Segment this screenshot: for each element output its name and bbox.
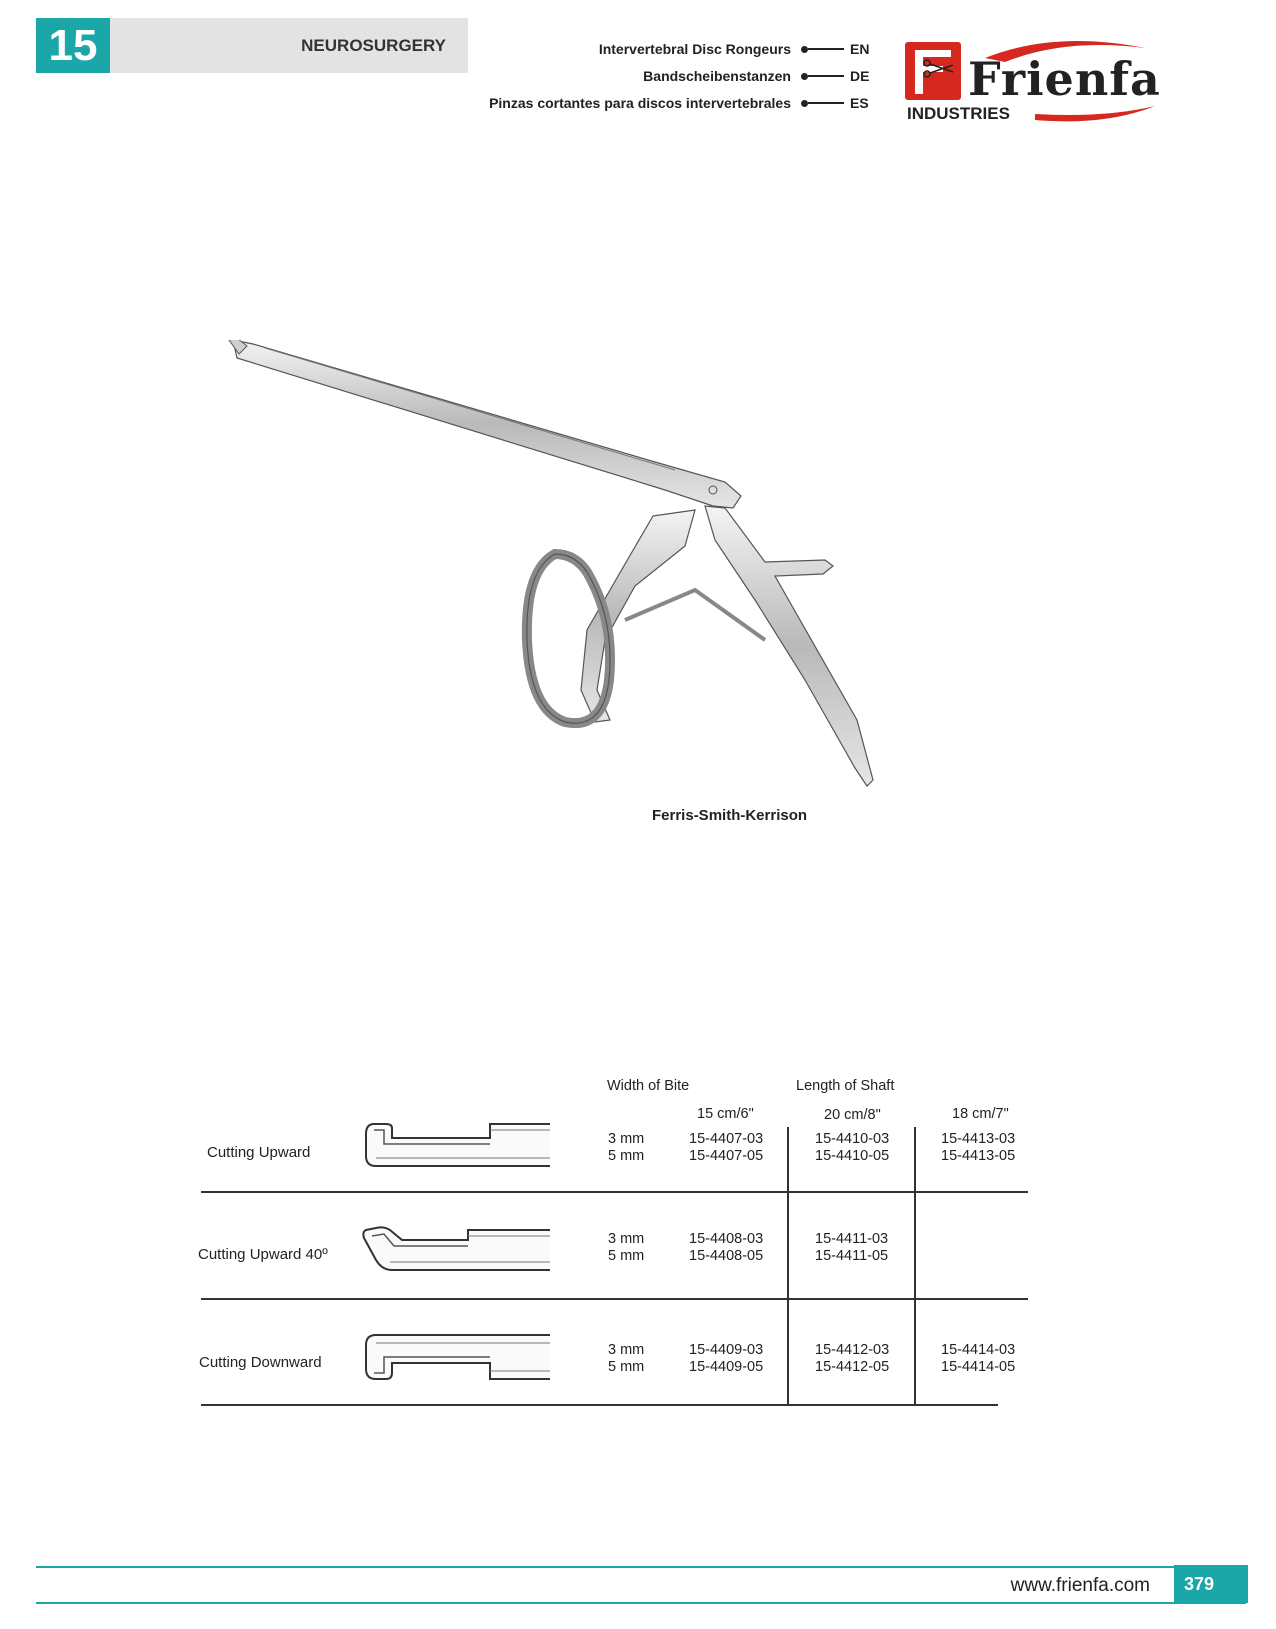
- cutting-upward-40-tip-icon: [360, 1226, 552, 1274]
- length-col-3: 18 cm/7": [952, 1106, 1009, 1122]
- column-divider: [914, 1127, 916, 1405]
- bullet-dot-icon: [801, 46, 808, 53]
- article-number: 15-4408-03: [689, 1231, 764, 1247]
- bite-width: 5 mm: [608, 1359, 645, 1375]
- section-title: NEUROSURGERY: [301, 36, 446, 55]
- footer-bottom-line: [36, 1602, 1246, 1604]
- article-number: 15-4410-05: [815, 1148, 890, 1164]
- cutting-upward-tip-icon: [362, 1122, 552, 1170]
- article-number: 15-4408-05: [689, 1248, 764, 1264]
- article-number: 15-4411-03: [815, 1231, 889, 1247]
- language-name: Pinzas cortantes para discos intervertebrales: [489, 95, 791, 111]
- website-link[interactable]: www.frienfa.com: [1010, 1575, 1150, 1596]
- footer-top-line: [36, 1566, 1246, 1568]
- language-code: EN: [850, 41, 870, 57]
- article-number: 15-4412-03: [815, 1342, 890, 1358]
- rongeur-illustration: [225, 340, 925, 820]
- article-number: 15-4412-05: [815, 1359, 890, 1375]
- cutting-downward-tip-icon: [362, 1333, 552, 1383]
- connector-line: [808, 48, 844, 50]
- language-name: Bandscheibenstanzen: [643, 68, 791, 84]
- width-of-bite-header: Width of Bite: [607, 1078, 690, 1094]
- logo-subtitle: INDUSTRIES: [907, 104, 1010, 123]
- article-number: 15-4414-05: [941, 1359, 1016, 1375]
- section-title-bar: [110, 18, 468, 73]
- row-divider: [201, 1404, 998, 1406]
- article-number: 15-4410-03: [815, 1131, 890, 1147]
- article-number: 15-4409-03: [689, 1342, 764, 1358]
- article-number: 15-4413-03: [941, 1131, 1016, 1147]
- language-code: DE: [850, 68, 870, 84]
- article-number: 15-4407-03: [689, 1131, 764, 1147]
- product-caption: Ferris-Smith-Kerrison: [652, 807, 808, 824]
- length-col-2: 20 cm/8": [824, 1107, 881, 1123]
- row-divider: [201, 1298, 1028, 1300]
- article-number: 15-4414-03: [941, 1342, 1016, 1358]
- article-number: 15-4407-05: [689, 1148, 764, 1164]
- logo-wordmark: Frienfa: [968, 52, 1161, 106]
- row-label-cutting-upward-40: Cutting Upward 40º: [198, 1246, 328, 1263]
- row-divider: [201, 1191, 1028, 1193]
- bite-width: 3 mm: [608, 1131, 645, 1147]
- language-name: Intervertebral Disc Rongeurs: [598, 41, 791, 57]
- bite-width: 5 mm: [608, 1148, 645, 1164]
- length-of-shaft-header: Length of Shaft: [796, 1078, 895, 1094]
- connector-line: [808, 75, 844, 77]
- section-number: 15: [36, 18, 110, 73]
- row-label-cutting-upward: Cutting Upward: [207, 1144, 311, 1161]
- row-label-cutting-downward: Cutting Downward: [199, 1354, 322, 1371]
- language-line-de: [643, 68, 874, 84]
- bite-width: 3 mm: [608, 1342, 645, 1358]
- article-number: 15-4411-05: [815, 1248, 889, 1264]
- language-code: ES: [850, 95, 869, 111]
- bullet-dot-icon: [801, 73, 808, 80]
- language-line-es: [489, 95, 874, 111]
- article-number: 15-4409-05: [689, 1359, 764, 1375]
- bite-width: 5 mm: [608, 1248, 645, 1264]
- connector-line: [808, 102, 844, 104]
- bite-width: 3 mm: [608, 1231, 645, 1247]
- length-col-1: 15 cm/6": [697, 1106, 754, 1122]
- language-line-en: [599, 41, 874, 57]
- frienfa-logo: [905, 36, 1175, 126]
- page-number: 379: [1174, 1565, 1248, 1603]
- article-number: 15-4413-05: [941, 1148, 1016, 1164]
- column-divider: [787, 1127, 789, 1405]
- bullet-dot-icon: [801, 100, 808, 107]
